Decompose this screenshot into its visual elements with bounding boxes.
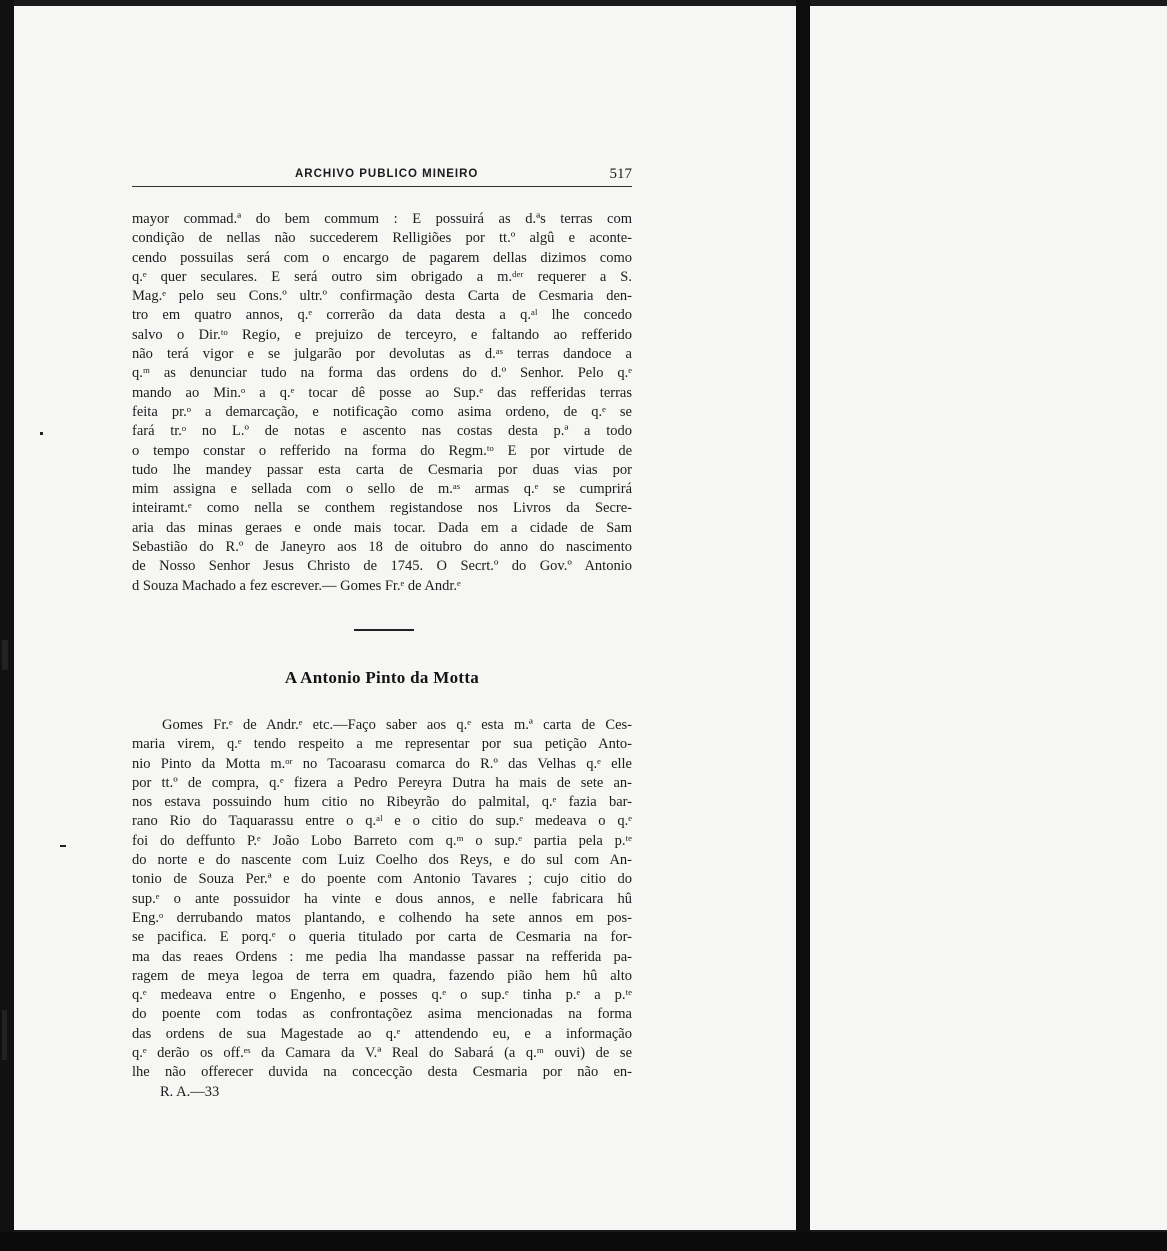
text-line: condição de nellas não succederem Relligiões por tt.º algû e aconte-	[132, 230, 632, 247]
text-line: do poente com todas as confrontaçõez asima mencionadas na forma	[132, 1006, 632, 1023]
text-line: q.ᵉ quer seculares. E será outro sim obrigado a m.ᵈᵉʳ requerer a S.	[132, 268, 632, 285]
scan-artifact	[60, 845, 66, 847]
text-line: salvo o Dir.ᵗᵒ Regio, e prejuizo de terceyro, e faltando ao refferido	[132, 326, 632, 343]
scan-artifact	[40, 432, 43, 435]
text-line: tonio de Souza Per.ª e do poente com Antonio Tavares ; cujo citio do	[132, 871, 632, 888]
paragraph-carta-cesmaria-end	[132, 210, 632, 596]
printer-signature-mark: R. A.—33	[160, 1084, 220, 1100]
text-line: se pacifica. E porq.ᵉ o queria titulado por carta de Cesmaria na for-	[132, 929, 632, 946]
text-line: d Souza Machado a fez escrever.— Gomes Fr.ᵉ de Andr.ᵉ	[132, 577, 461, 594]
section-separator-rule	[354, 629, 414, 631]
text-line: do norte e do nascente com Luiz Coelho dos Reys, e do sul com An-	[132, 852, 632, 869]
text-line: ma das reaes Ordens : me pedia lha mandasse passar na refferida pa-	[132, 948, 632, 965]
text-line: por tt.º de compra, q.ᵉ fizera a Pedro Pereyra Dutra ha mais de sete an-	[132, 774, 632, 791]
running-title: ARCHIVO PUBLICO MINEIRO	[295, 168, 479, 180]
text-line: feita pr.ᵒ a demarcação, e notificação como asima ordeno, de q.ᵉ se	[132, 403, 632, 420]
book-gutter	[796, 0, 810, 1232]
scan-artifact	[2, 640, 8, 670]
text-line: mim assigna e sellada com o sello de m.ᵃˢ armas q.ᵉ se cumprirá	[132, 481, 632, 498]
text-line: tudo lhe mandey passar esta carta de Cesmaria por duas vias por	[132, 461, 632, 478]
text-line: q.ᵐ as denunciar tudo na forma das ordens do d.º Senhor. Pelo q.ᵉ	[132, 365, 632, 382]
text-line: mando ao Min.ᵒ a q.ᵉ tocar dê posse ao Sup.ᵉ das refferidas terras	[132, 384, 632, 401]
text-line: cendo possuilas será com o encargo de pagarem dellas dizimos como	[132, 249, 632, 266]
page-header	[132, 166, 632, 186]
text-line: inteiramt.ᵉ como nella se conthem registandose nos Livros da Secre-	[132, 500, 632, 517]
text-line: foi do deffunto P.ᵉ João Lobo Barreto com q.ᵐ o sup.ᵉ partia pela p.ᵗᵉ	[132, 832, 632, 849]
text-line: q.ᵉ derão os off.ᵉˢ da Camara da V.ª Real do Sabará (a q.ᵐ ouvi) de se	[132, 1045, 632, 1062]
text-line: aria das minas geraes e onde mais tocar. Dada em a cidade de Sam	[132, 519, 632, 536]
text-line: não terá vigor e se julgarão por devolutas as d.ᵃˢ terras dandoce a	[132, 346, 632, 363]
text-line: q.ᵉ medeava entre o Engenho, e posses q.ᵉ o sup.ᵉ tinha p.ᵉ a p.ᵗᵉ	[132, 987, 632, 1004]
text-line: Gomes Fr.ᵉ de Andr.ᵉ etc.—Faço saber aos q.ᵉ esta m.ª carta de Ces-	[162, 717, 632, 733]
text-line: tro em quatro annos, q.ᵉ correrão da data desta a q.ᵃˡ lhe concedo	[132, 307, 632, 324]
text-line: fará tr.ᵒ no L.º de notas e ascento nas costas desta p.ª a todo	[132, 423, 632, 440]
page-number: 517	[609, 166, 632, 182]
text-line: sup.ᵉ o ante possuidor ha vinte e dous annos, e nelle fabricara hû	[132, 890, 632, 907]
text-line: das ordens de sua Magestade ao q.ᵉ attendendo eu, e a informação	[132, 1025, 632, 1042]
text-line: Eng.ᵒ derrubando matos plantando, e colhendo ha sete annos em pos-	[132, 909, 632, 926]
scan-artifact	[2, 1010, 7, 1060]
text-line: Sebastião do R.º de Janeyro aos 18 de oitubro do anno do nascimento	[132, 539, 632, 556]
text-line: mayor commad.ª do bem commum : E possuirá as d.ªs terras com	[132, 211, 632, 227]
text-line: lhe não offerecer duvida na concecção desta Cesmaria por não en-	[132, 1064, 632, 1081]
text-line: Mag.ᵉ pelo seu Cons.º ultr.º confirmação desta Carta de Cesmaria den-	[132, 288, 632, 305]
text-line: o tempo constar o refferido na forma do Regm.ᵗᵒ E por virtude de	[132, 442, 632, 459]
right-book-page-blank	[810, 6, 1167, 1230]
scan-bottom-edge	[0, 1232, 1167, 1251]
text-line: rano Rio do Taquarassu entre o q.ᵃˡ e o citio do sup.ᵉ medeava o q.ᵉ	[132, 813, 632, 830]
paragraph-antonio-pinto-da-motta	[132, 716, 632, 1083]
text-line: de Nosso Senhor Jesus Christo de 1745. O Secrt.º do Gov.º Antonio	[132, 558, 632, 575]
header-rule	[132, 186, 632, 187]
text-line: maria virem, q.ᵉ tendo respeito a me representar por sua petição Anto-	[132, 736, 632, 753]
section-title: A Antonio Pinto da Motta	[284, 668, 480, 687]
text-line: nos estava possuindo hum citio no Ribeyrão do palmital, q.ᵉ fazia bar-	[132, 794, 632, 811]
text-line: nio Pinto da Motta m.ᵒʳ no Tacoarasu comarca do R.º das Velhas q.ᵉ elle	[132, 755, 632, 772]
text-line: ragem de meya legoa de terra em quadra, fazendo pião hem hû alto	[132, 967, 632, 984]
